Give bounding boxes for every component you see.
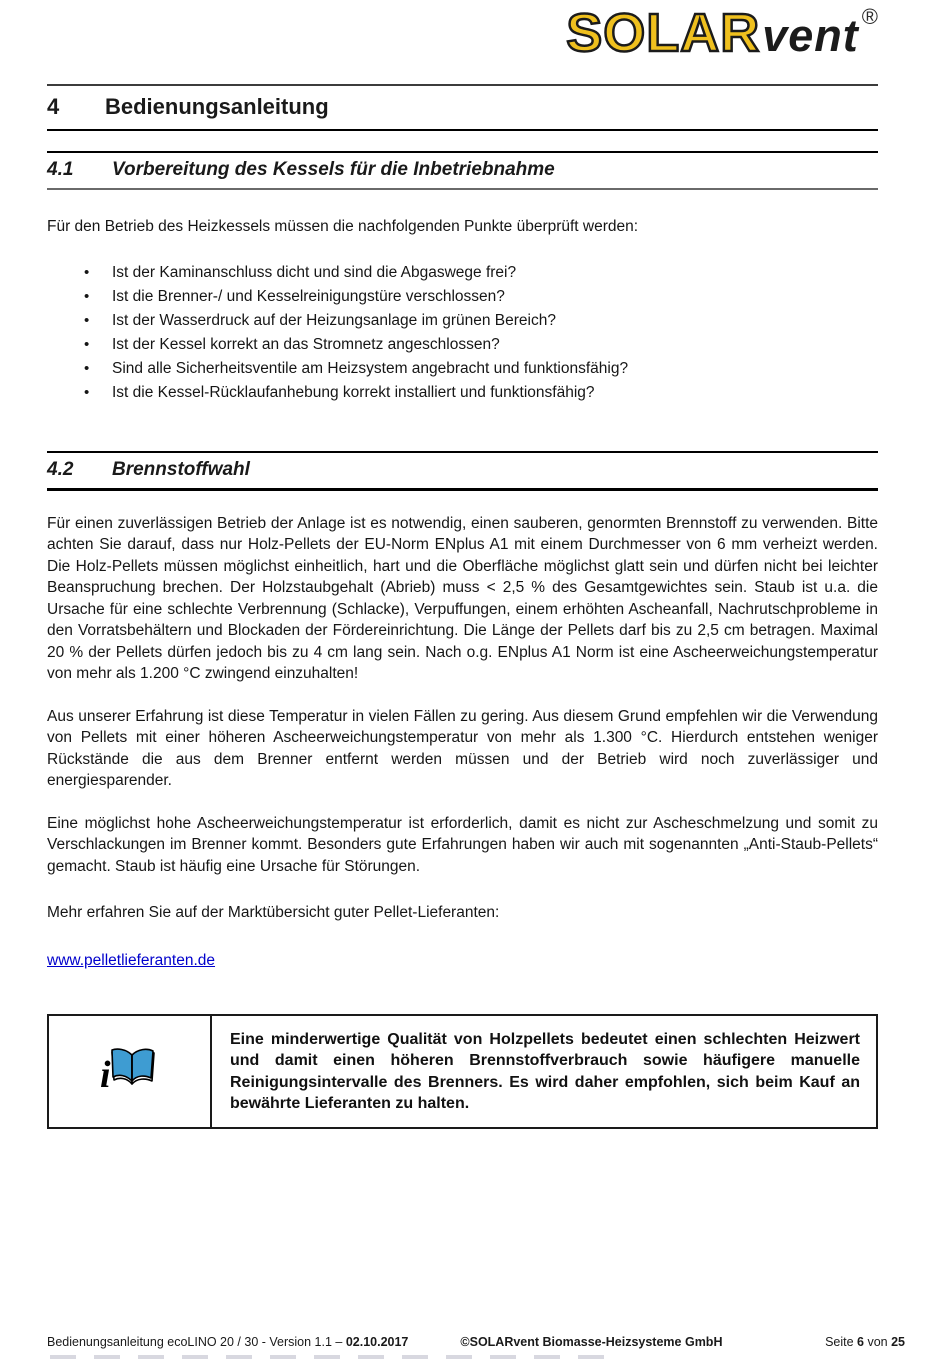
note-text: Eine minderwertige Qualität von Holzpellets bedeutet einen schlechten Heizwert und damit einen höheren Brennstoffverbrauch sowie häufigere manuelle Reinigungsintervalle des Brenners. Es wird daher empfohlen, sich beim Kauf an bewährte Lieferanten zu halten. [230, 1030, 860, 1112]
paragraph-experience: Aus unserer Erfahrung ist diese Temperatur in vielen Fällen zu gering. Aus diesem Grund empfehlen wir die Verwendung von Pellets mit einer höheren Ascheerweichungstemperatur von mehr als 1.300 °C. Hierdurch entstehen weniger Rückstände die aus dem Brenner entfernt werden müssen und der Betrieb wird noch zuverlässiger und energiesparender. [47, 707, 878, 789]
intro-paragraph: Für den Betrieb des Heizkessels müssen die nachfolgenden Punkte überprüft werden: [47, 218, 639, 235]
info-note-box [47, 1014, 878, 1129]
solarvent-logo [566, 3, 878, 63]
checklist-item: • Ist die Brenner-/ und Kesselreinigungstüre verschlossen? [47, 285, 878, 309]
header-rule [47, 84, 878, 86]
section-heading-41 [47, 151, 878, 190]
footer-document-version: Bedienungsanleitung ecoLINO 20 / 30 - Version 1.1 – 02.10.2017 [47, 1335, 409, 1349]
svg-text:i: i [99, 1054, 111, 1095]
section-title-41: Vorbereitung des Kessels für die Inbetriebnahme [112, 159, 555, 180]
footer-page-number: Seite 6 von 25 [825, 1335, 905, 1349]
checklist-item: • Ist der Kessel korrekt an das Stromnetz angeschlossen? [47, 333, 878, 357]
logo-solar-text: SOLAR [566, 3, 761, 63]
note-icon-cell [49, 1016, 212, 1127]
section-number-42: 4.2 [47, 458, 74, 480]
checklist-item: • Sind alle Sicherheitsventile am Heizsystem angebracht und funktionsfähig? [47, 357, 878, 381]
paragraph-fuel-requirements: Für einen zuverlässigen Betrieb der Anlage ist es notwendig, einen sauberen, genormten Brennstoff zu verwenden. Bitte achten Sie darauf, dass nur Holz-Pellets der EU-Norm ENplus A1 mit einem Durchmesser von 6 mm verheizt werden. Die Holz-Pellets müssen möglichst einheitlich, hart und die Oberfläche möglichst glatt sein und dürfen nicht bei leichter Beanspruchung brechen. Der Holzstaubgehalt (Abrieb) muss < 2,5 % des Gesamtgewichtes sein. Staub ist u.a. die Ursache für eine schlechte Verbrennung (Schlacke), Verpuffungen, einem erhöhten Ascheanfall, Nachrutschprobleme in den Vorratsbehältern und Blockaden der Fördereinrichtung. Die Länge der Pellets darf bis zu 2,5 cm betragen. Maximal 20 % der Pellets dürfen jedoch bis zu 4 cm lang sein. Nach o.g. ENplus A1 Norm ist eine Ascheerweichungstemperatur von mehr als 1.200 °C zwingend einzuhalten! [47, 514, 878, 682]
chapter-number: 4 [47, 94, 60, 119]
checklist [47, 261, 878, 405]
info-book-icon [99, 1047, 161, 1095]
checklist-item: • Ist der Wasserdruck auf der Heizungsanlage im grünen Bereich? [47, 309, 878, 333]
pellet-suppliers-link[interactable]: www.pelletlieferanten.de [47, 951, 216, 969]
page-footer [47, 1335, 905, 1349]
chapter-heading [47, 86, 878, 131]
chapter-title: Bedienungsanleitung [105, 94, 329, 119]
checklist-item: • Ist der Kaminanschluss dicht und sind die Abgaswege frei? [47, 261, 878, 285]
paragraph-market-overview: Mehr erfahren Sie auf der Marktübersicht guter Pellet-Lieferanten: [47, 904, 500, 921]
section-number-41: 4.1 [47, 159, 74, 180]
section-title-42: Brennstoffwahl [112, 458, 250, 480]
section-heading-42 [47, 451, 878, 491]
header [47, 0, 878, 86]
checklist-item: • Ist die Kessel-Rücklaufanhebung korrekt installiert und funktionsfähig? [47, 381, 878, 405]
registered-trademark-icon: ® [861, 4, 878, 29]
logo-vent-text: vent [762, 10, 859, 61]
footer-copyright: ©SOLARvent Biomasse-Heizsysteme GmbH [460, 1335, 723, 1349]
cut-off-text-line [50, 1355, 620, 1359]
paragraph-ash-temperature: Eine möglichst hohe Ascheerweichungstemperatur ist erforderlich, damit es nicht zur Ascheschmelzung und somit zu Verschlackungen im Brenner kommt. Besonders gute Erfahrungen haben wir auch mit sogenannten „Anti-Staub-Pellets“ gemacht. Staub ist häufig eine Ursache für Störungen. [47, 814, 878, 875]
